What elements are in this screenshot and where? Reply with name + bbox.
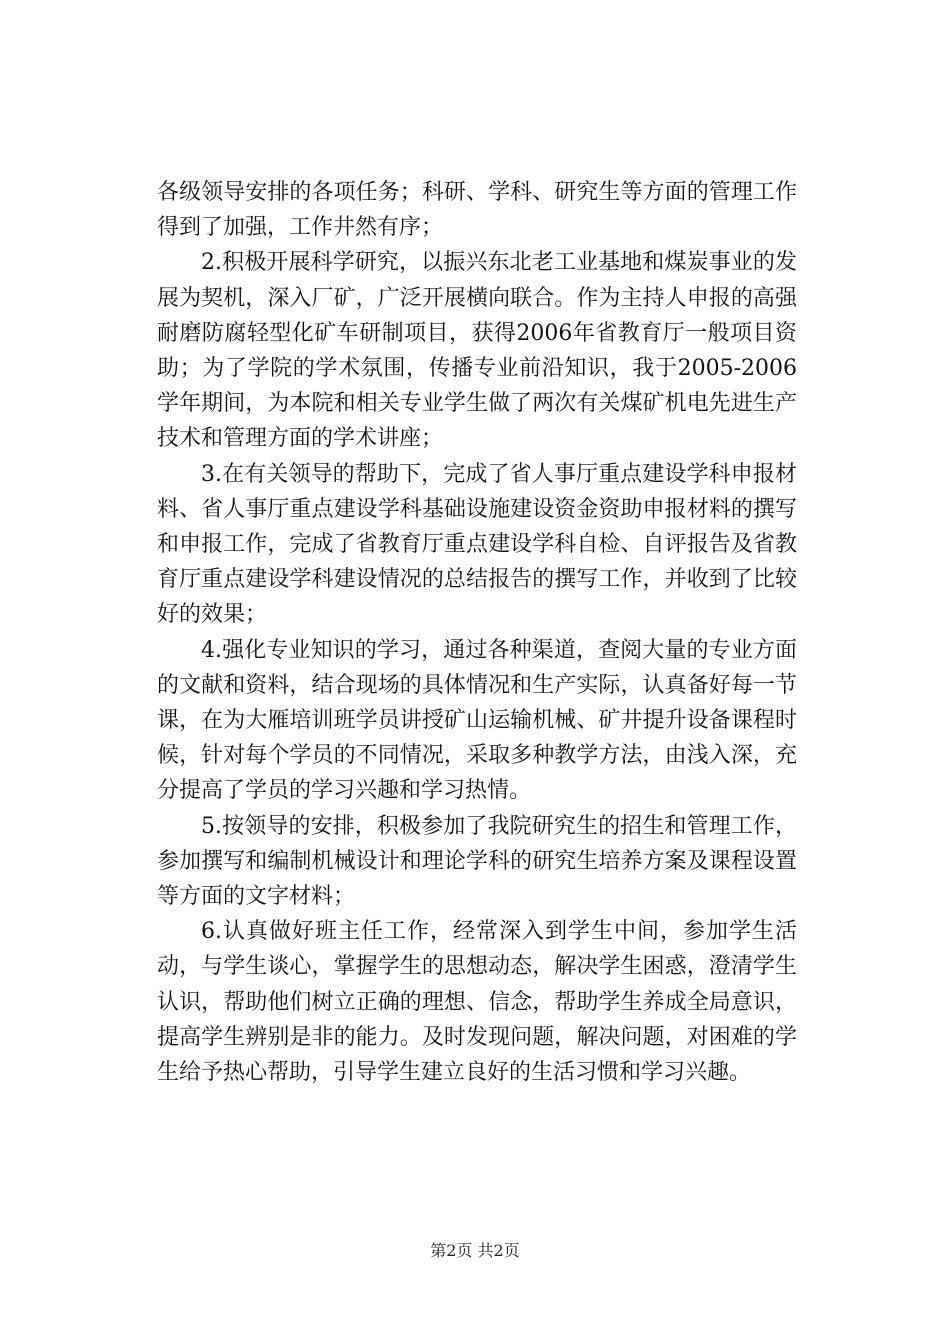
paragraph-item-2: 2.积极开展科学研究，以振兴东北老工业基地和煤炭事业的发展为契机，深入厂矿，广泛开展横向联合。作为主持人申报的高强耐磨防腐轻型化矿车研制项目，获得2006年省教育厅一般项目资助；为了学院的学术氛围，传播专业前沿知识，我于2005-2006学年期间，为本院和相关专业学生做了两次有关煤矿机电先进生产技术和管理方面的学术讲座； — [157, 250, 797, 452]
paragraph-continued: 各级领导安排的各项任务；科研、学科、研究生等方面的管理工作得到了加强，工作井然有序； — [157, 180, 797, 241]
paragraph-item-4: 4.强化专业知识的学习，通过各种渠道，查阅大量的专业方面的文献和资料，结合现场的具体情况和生产实际，认真备好每一节课，在为大雁培训班学员讲授矿山运输机械、矿井提升设备课程时候，针对每个学员的不同情况，采取多种教学方法，由浅入深，充分提高了学员的学习兴趣和学习热情。 — [157, 637, 797, 804]
document-body — [157, 175, 797, 1090]
paragraph-item-5: 5.按领导的安排，积极参加了我院研究生的招生和管理工作，参加撰写和编制机械设计和理论学科的研究生培养方案及课程设置等方面的文字材料； — [157, 813, 797, 910]
paragraph-item-6: 6.认真做好班主任工作，经常深入到学生中间，参加学生活动，与学生谈心，掌握学生的思想动态，解决学生困惑，澄清学生认识，帮助他们树立正确的理想、信念，帮助学生养成全局意识，提高学生辨别是非的能力。及时发现问题，解决问题，对困难的学生给予热心帮助，引导学生建立良好的生活习惯和学习兴趣。 — [157, 919, 797, 1086]
page-number-footer: 第2页 共2页 — [430, 1241, 520, 1260]
paragraph-item-3: 3.在有关领导的帮助下，完成了省人事厅重点建设学科申报材料、省人事厅重点建设学科基础设施建设资金资助申报材料的撰写和申报工作，完成了省教育厅重点建设学科自检、自评报告及省教育厅重点建设学科建设情况的总结报告的撰写工作，并收到了比较好的效果； — [157, 461, 797, 628]
